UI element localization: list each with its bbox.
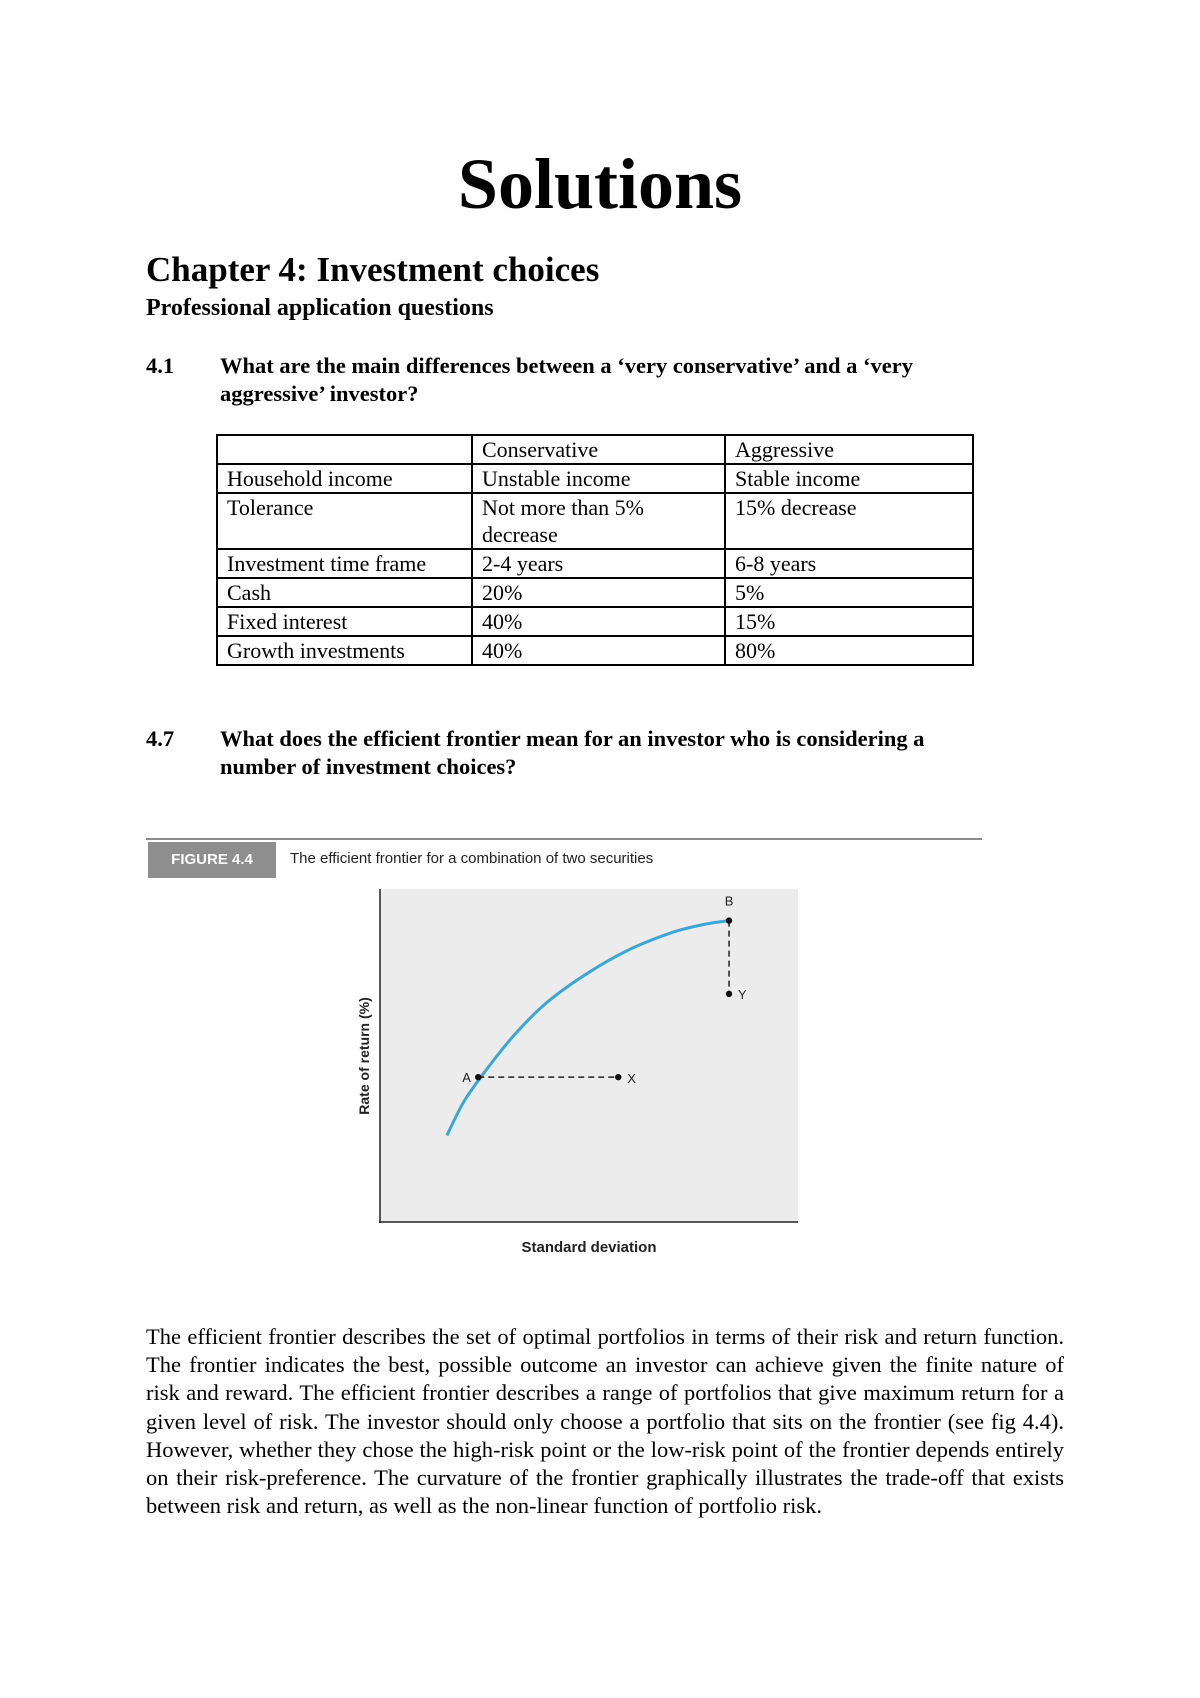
question-4-1 [146,352,1006,408]
plot-area [380,889,798,1222]
table-cell: 40% [472,607,725,636]
question-text: What does the efficient frontier mean for an investor who is considering a number of investment choices? [220,726,925,779]
table-row [217,464,973,493]
point-a [475,1074,481,1080]
figure-4-4 [146,838,982,1274]
table-cell: Stable income [725,464,973,493]
efficient-frontier-chart [146,838,982,1274]
y-axis-label: Rate of return (%) [356,997,372,1115]
table-cell: 20% [472,578,725,607]
table-row [217,578,973,607]
point-x [615,1074,621,1080]
table-header-row [217,435,973,464]
page-title: Solutions [457,144,743,224]
point-label-y: Y [738,986,747,1002]
point-y [726,991,732,997]
table-row [217,493,973,549]
table-cell: Not more than 5% decrease [472,493,725,549]
question-4-7 [146,725,1006,781]
body-paragraph: The efficient frontier describes the set of optimal portfolios in terms of their risk and return function. The frontier indicates the best, possible outcome an investor can achieve given the finite nature of risk and reward. The efficient frontier describes a range of portfolios that give maximum return for a given level of risk. The investor should only choose a portfolio that sits on the frontier (see fig 4.4). However, whether they chose the high-risk point or the low-risk point of the frontier depends entirely on their risk-preference. The curvature of the frontier graphically illustrates the trade-off that exists between risk and return, as well as the non-linear function of portfolio risk. [146,1324,1064,1519]
table-cell: 15% decrease [725,493,973,549]
table-cell: Cash [217,578,472,607]
chapter-title: Chapter 4: Investment choices [146,250,600,289]
table-cell: 40% [472,636,725,665]
point-label-b: B [724,893,734,909]
point-b [726,917,732,923]
table-cell: 5% [725,578,973,607]
table-cell: Household income [217,464,472,493]
point-label-a: A [462,1070,471,1086]
table-cell: 2-4 years [472,549,725,578]
table-cell: Growth investments [217,636,472,665]
comparison-table [216,434,974,666]
question-text: What are the main differences between a ‘very conservative’ and a ‘very aggressive’ investor? [220,353,913,406]
table-cell: Tolerance [217,493,472,549]
figure-label: FIGURE 4.4 [148,842,276,878]
question-number: 4.7 [146,726,175,751]
table-cell: Investment time frame [217,549,472,578]
table-cell: Unstable income [472,464,725,493]
point-label-x: X [627,1071,636,1087]
table-cell: Fixed interest [217,607,472,636]
table-header-cell [217,435,472,464]
figure-caption: The efficient frontier for a combination of two securities [290,850,654,867]
table-row [217,607,973,636]
question-number: 4.1 [146,353,175,378]
table-cell: 80% [725,636,973,665]
table-row [217,549,973,578]
section-subtitle: Professional application questions [146,295,494,321]
x-axis-label: Standard deviation [521,1239,657,1256]
table-cell: 6-8 years [725,549,973,578]
table-cell: 15% [725,607,973,636]
table-header-cell: Aggressive [725,435,973,464]
table-header-cell: Conservative [472,435,725,464]
table-row [217,636,973,665]
